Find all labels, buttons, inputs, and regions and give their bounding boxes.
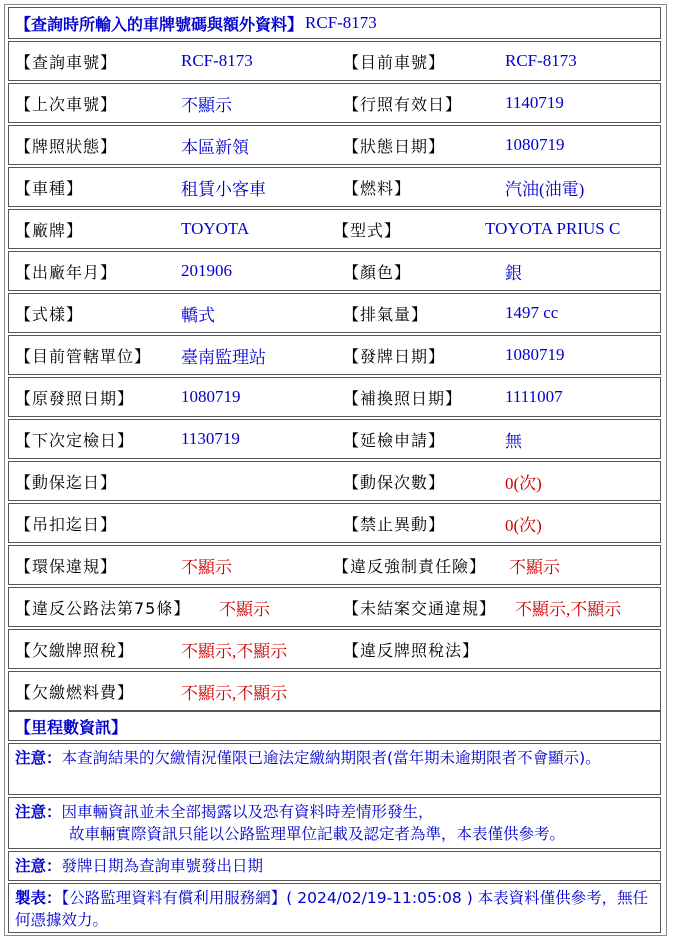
table-row	[8, 377, 661, 417]
note-key: 注意：	[15, 803, 62, 821]
field-label: 【狀態日期】	[343, 136, 446, 156]
field-value: 無	[505, 431, 522, 451]
field-value: 不顯示	[219, 599, 270, 619]
field-label: 【顏色】	[343, 262, 412, 282]
note-overdue	[8, 743, 661, 795]
header-label: 【查詢時所輸入的車牌號碼與額外資料】	[15, 14, 304, 34]
field-value: 1080719	[181, 387, 241, 406]
footer-text: 【公路監理資料有償利用服務網】( 2024/02/19-11:05:08 ) 本表資料僅供參考，無任何憑據效力。	[15, 889, 649, 929]
field-label: 【出廠年月】	[15, 262, 118, 282]
field-value: 1080719	[505, 135, 565, 154]
table-row	[8, 125, 661, 165]
note-text: 因車輛資訊並未全部揭露以及恐有資料時差情形發生，	[61, 803, 434, 821]
field-value: 轎式	[181, 305, 215, 325]
field-value: 不顯示,不顯示	[515, 599, 622, 619]
field-label: 【發牌日期】	[343, 346, 446, 366]
table-row	[8, 503, 661, 543]
note-issue-date	[8, 851, 661, 881]
field-label: 【違反牌照稅法】	[343, 640, 480, 660]
field-value: 汽油(油電)	[505, 179, 585, 199]
field-value: 銀	[505, 263, 522, 283]
table-row	[8, 41, 661, 81]
field-label: 【查詢車號】	[15, 52, 118, 72]
header-cell	[15, 8, 377, 38]
field-value: RCF-8173	[505, 51, 577, 70]
header-row	[8, 7, 661, 39]
field-label: 【未結案交通違規】	[343, 598, 497, 618]
field-value: 不顯示,不顯示	[181, 641, 288, 661]
table-row	[8, 83, 661, 123]
field-label: 【動保迄日】	[15, 472, 118, 492]
field-label: 【目前管轄單位】	[15, 346, 152, 366]
field-label: 【環保違規】	[15, 556, 118, 576]
note-disclaimer	[8, 797, 661, 849]
note-text: 故車輛實際資訊只能以公路監理單位記載及認定者為準，本表僅供參考。	[69, 825, 566, 843]
table-row	[8, 209, 661, 249]
field-label: 【排氣量】	[343, 304, 429, 324]
field-label: 【原發照日期】	[15, 388, 135, 408]
field-label: 【下次定檢日】	[15, 430, 135, 450]
field-value: 不顯示	[181, 557, 232, 577]
field-label: 【違反強制責任險】	[333, 556, 487, 576]
table-row	[8, 335, 661, 375]
footer-key: 製表：	[15, 889, 62, 907]
field-value: 1080719	[505, 345, 565, 364]
table-row	[8, 545, 661, 585]
field-label: 【行照有效日】	[343, 94, 463, 114]
field-label: 【違反公路法第75條】	[15, 598, 191, 618]
field-value: RCF-8173	[181, 51, 253, 70]
field-value: 不顯示,不顯示	[181, 683, 288, 703]
table-row	[8, 461, 661, 501]
field-label: 【補換照日期】	[343, 388, 463, 408]
table-row	[8, 587, 661, 627]
field-label: 【欠繳燃料費】	[15, 682, 135, 702]
field-label: 【動保次數】	[343, 472, 446, 492]
field-label: 【型式】	[333, 220, 402, 240]
field-value: 不顯示	[509, 557, 560, 577]
field-label: 【牌照狀態】	[15, 136, 118, 156]
vehicle-info-table	[4, 4, 667, 936]
table-row	[8, 419, 661, 459]
field-label: 【式樣】	[15, 304, 84, 324]
table-row	[8, 293, 661, 333]
field-value: 0(次)	[505, 515, 542, 535]
mileage-label: 【里程數資訊】	[15, 717, 128, 737]
field-label: 【廠牌】	[15, 220, 84, 240]
table-row	[8, 167, 661, 207]
field-label: 【燃料】	[343, 178, 412, 198]
note-text: 本查詢結果的欠繳情況僅限已逾法定繳納期限者(當年期未逾期限者不會顯示)。	[61, 749, 601, 767]
field-value: TOYOTA PRIUS C	[485, 219, 621, 238]
field-value: 1111007	[505, 387, 563, 406]
field-label: 【禁止異動】	[343, 514, 446, 534]
field-value: 臺南監理站	[181, 347, 266, 367]
field-value: TOYOTA	[181, 219, 250, 238]
field-value: 201906	[181, 261, 232, 280]
field-label: 【上次車號】	[15, 94, 118, 114]
field-label: 【欠繳牌照稅】	[15, 640, 135, 660]
note-key: 注意：	[15, 857, 62, 875]
note-text: 發牌日期為查詢車號發出日期	[61, 857, 264, 875]
table-row	[8, 671, 661, 711]
field-label: 【延檢申請】	[343, 430, 446, 450]
field-value: 租賃小客車	[181, 179, 266, 199]
table-row	[8, 629, 661, 669]
field-value: 1130719	[181, 429, 240, 448]
header-plate: RCF-8173	[305, 13, 377, 32]
field-value: 本區新領	[181, 137, 249, 157]
table-row	[8, 251, 661, 291]
footer-note	[8, 883, 661, 933]
field-label: 【車種】	[15, 178, 84, 198]
note-key: 注意：	[15, 749, 62, 767]
field-label: 【吊扣迄日】	[15, 514, 118, 534]
mileage-row	[8, 711, 661, 741]
field-value: 不顯示	[181, 95, 232, 115]
field-value: 0(次)	[505, 473, 542, 493]
field-value: 1140719	[505, 93, 564, 112]
field-label: 【目前車號】	[343, 52, 446, 72]
field-value: 1497 cc	[505, 303, 559, 322]
